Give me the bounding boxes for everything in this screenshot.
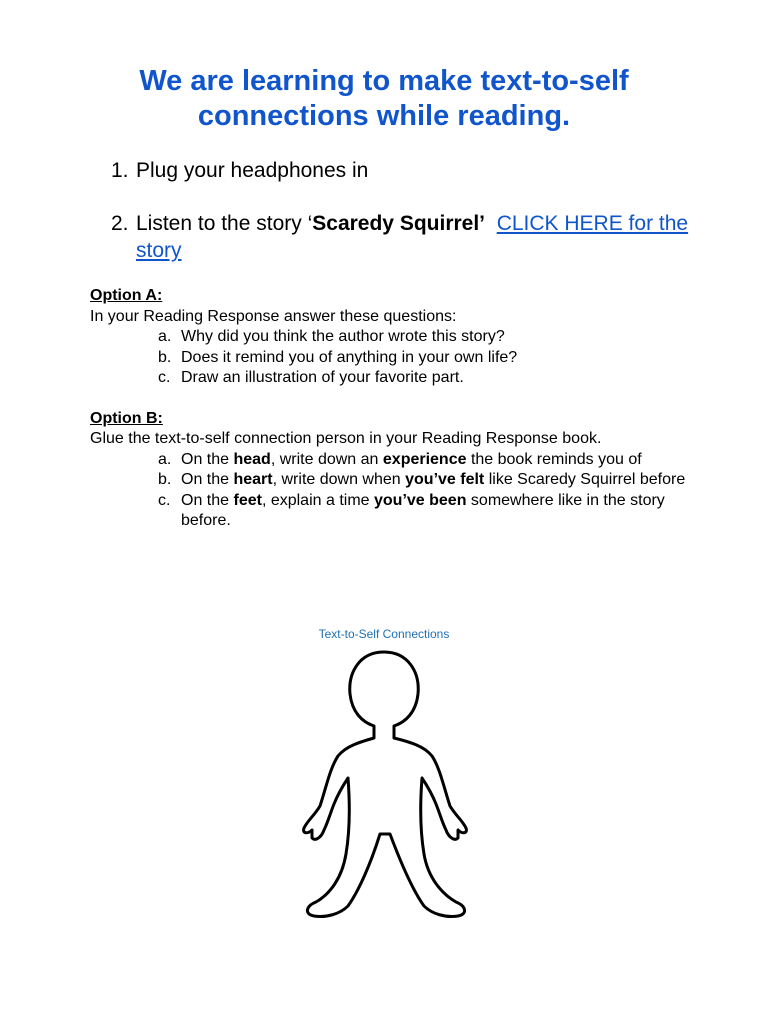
options-section <box>90 286 690 532</box>
list-letter: a. <box>158 328 172 345</box>
list-item <box>90 450 690 471</box>
list-text: Why did you think the author wrote this story? <box>181 328 505 345</box>
option-b <box>90 409 690 532</box>
list-letter: c. <box>158 369 171 386</box>
list-text: Does it remind you of anything in your own life? <box>181 348 518 366</box>
page-title: We are learning to make text-to-self connections while reading. <box>139 65 629 132</box>
list-letter: a. <box>158 450 172 468</box>
list-item <box>90 368 690 389</box>
list-letter: b. <box>158 471 172 488</box>
story-title: Scaredy Squirrel’ <box>312 212 486 235</box>
story-link[interactable]: CLICK HERE for the story <box>136 212 689 262</box>
step-item <box>111 157 691 184</box>
list-item <box>90 470 690 491</box>
list-item <box>90 491 690 532</box>
figure-caption: Text-to-Self Connections <box>318 627 450 641</box>
step-item <box>111 210 691 264</box>
step-text: Plug your headphones in <box>136 159 369 182</box>
list-item <box>90 327 690 348</box>
option-a-intro: In your Reading Response answer these questions: <box>90 307 457 325</box>
list-text: On the heart, write down when you’ve felt like Scaredy Squirrel before <box>181 471 686 488</box>
list-text: On the feet, explain a time you’ve been somewhere like in the story before. <box>181 491 665 529</box>
step-text: Listen to the story ‘ <box>136 212 313 235</box>
list-text: On the head, write down an experience the book reminds you of <box>181 450 642 468</box>
instruction-steps <box>111 157 691 264</box>
option-b-list <box>90 450 690 532</box>
option-a-list <box>90 327 690 389</box>
step-number: 2. <box>111 212 129 235</box>
list-item <box>90 348 690 369</box>
option-a <box>90 286 690 389</box>
step-number: 1. <box>111 159 129 182</box>
option-b-intro: Glue the text-to-self connection person in your Reading Response book. <box>90 430 602 447</box>
list-letter: c. <box>158 491 171 509</box>
connection-figure <box>296 624 472 924</box>
option-a-heading: Option A: <box>90 287 163 304</box>
person-outline-icon <box>296 644 472 924</box>
list-text: Draw an illustration of your favorite part. <box>181 369 464 386</box>
list-letter: b. <box>158 348 172 366</box>
option-b-heading: Option B: <box>90 409 163 427</box>
